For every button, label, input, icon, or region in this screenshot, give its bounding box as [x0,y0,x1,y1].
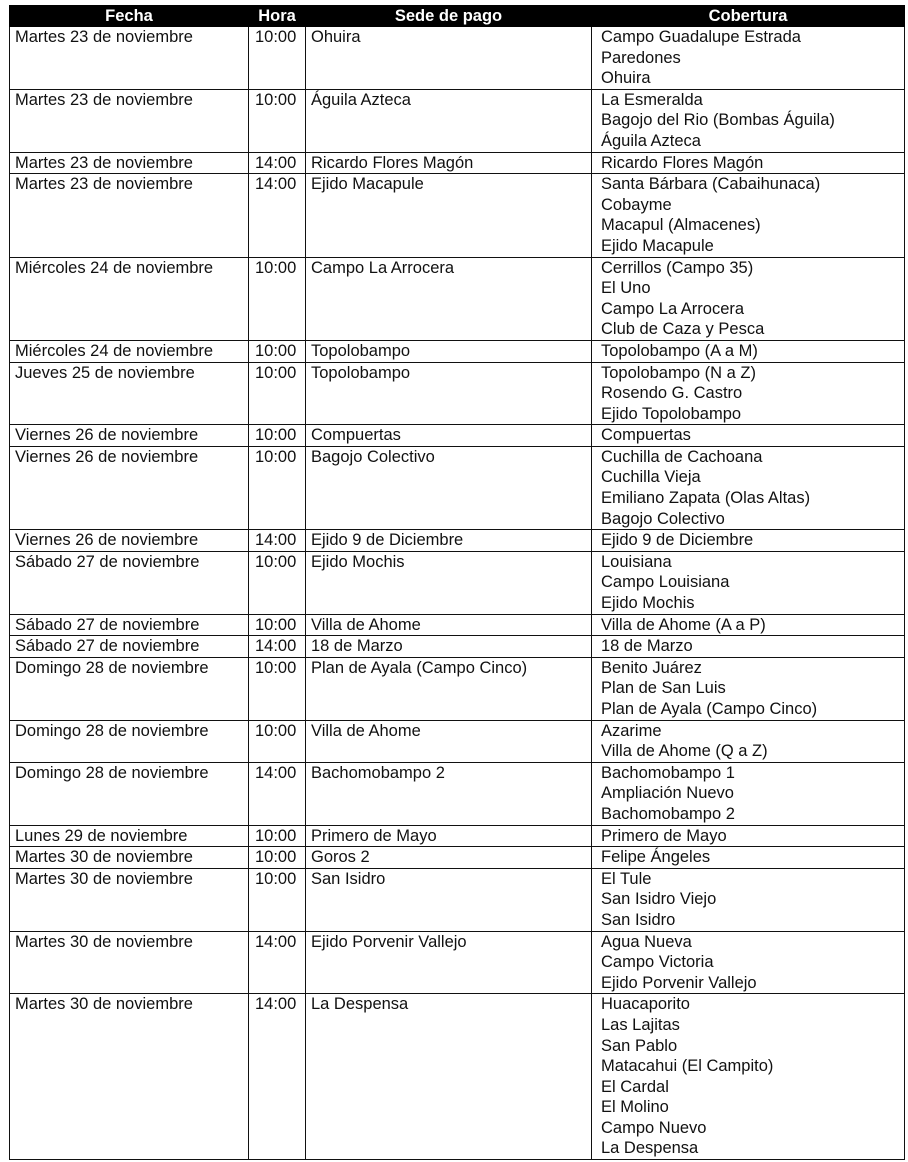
cell-fecha: Martes 23 de noviembre [10,152,249,174]
cell-cobertura [592,825,905,847]
coverage-item: Primero de Mayo [601,826,727,845]
cell-cobertura [592,257,905,340]
table-row [10,257,905,340]
coverage-item: Campo Guadalupe Estrada [601,28,801,46]
coverage-item: Louisiana [601,552,672,571]
cell-sede: Plan de Ayala (Campo Cinco) [306,657,592,720]
coverage-item: Bachomobampo 2 [601,804,735,823]
cell-fecha: Martes 30 de noviembre [10,868,249,931]
cell-cobertura [592,89,905,152]
coverage-item: Plan de San Luis [601,679,726,698]
cell-cobertura [592,720,905,762]
cell-hora: 10:00 [249,89,306,152]
table-row [10,994,905,1160]
table-row [10,931,905,994]
cell-hora: 14:00 [249,762,306,825]
coverage-item: Huacaporito [601,995,690,1014]
cell-fecha: Martes 23 de noviembre [10,27,249,90]
coverage-item: Águila Azteca [601,131,701,150]
table-row [10,825,905,847]
coverage-item: Felipe Ángeles [601,848,711,867]
header-row [10,6,905,27]
table-row [10,362,905,425]
cell-cobertura [592,657,905,720]
cell-sede: La Despensa [306,994,592,1160]
cell-fecha: Martes 30 de noviembre [10,847,249,869]
cell-fecha: Domingo 28 de noviembre [10,762,249,825]
header-sede: Sede de pago [306,6,592,27]
cell-hora: 14:00 [249,636,306,658]
table-row [10,425,905,447]
coverage-item: 18 de Marzo [601,637,693,656]
cell-cobertura [592,530,905,552]
coverage-item: Bagojo del Rio (Bombas Águila) [601,111,835,130]
table-row [10,868,905,931]
coverage-item: Santa Bárbara (Cabaihunaca) [601,175,821,194]
coverage-item: Cerrillos (Campo 35) [601,258,754,277]
cell-cobertura [592,847,905,869]
coverage-item: Compuertas [601,426,691,445]
coverage-item: Ricardo Flores Magón [601,153,764,172]
table-row [10,340,905,362]
coverage-item: Azarime [601,721,662,740]
cell-cobertura [592,340,905,362]
coverage-item: Bagojo Colectivo [601,509,725,528]
coverage-item: Matacahui (El Campito) [601,1057,774,1076]
cell-hora: 14:00 [249,174,306,257]
cell-sede: Campo La Arrocera [306,257,592,340]
cell-hora: 14:00 [249,152,306,174]
cell-sede: Topolobampo [306,362,592,425]
cell-cobertura [592,762,905,825]
cell-sede: Goros 2 [306,847,592,869]
table-row [10,847,905,869]
cell-sede: Villa de Ahome [306,614,592,636]
cell-fecha: Martes 30 de noviembre [10,931,249,994]
cell-hora: 14:00 [249,530,306,552]
cell-hora: 14:00 [249,994,306,1160]
coverage-item: Campo Victoria [601,953,714,972]
cell-cobertura [592,636,905,658]
coverage-item: Ejido Macapule [601,236,714,255]
coverage-item: Campo Louisiana [601,573,730,592]
coverage-item: El Cardal [601,1077,669,1096]
cell-sede: Bagojo Colectivo [306,446,592,529]
table-row [10,27,905,90]
cell-fecha: Martes 23 de noviembre [10,174,249,257]
cell-cobertura [592,614,905,636]
cell-sede: Ejido Mochis [306,551,592,614]
coverage-item: Ejido Porvenir Vallejo [601,973,757,992]
table-row [10,636,905,658]
cell-hora: 10:00 [249,868,306,931]
coverage-item: Ampliación Nuevo [601,784,734,803]
cell-fecha: Viernes 26 de noviembre [10,446,249,529]
cell-fecha: Jueves 25 de noviembre [10,362,249,425]
cell-cobertura [592,362,905,425]
cell-fecha: Viernes 26 de noviembre [10,530,249,552]
cell-hora: 14:00 [249,931,306,994]
coverage-item: La Esmeralda [601,90,703,109]
cell-sede: Villa de Ahome [306,720,592,762]
cell-hora: 10:00 [249,27,306,90]
cell-fecha: Martes 23 de noviembre [10,89,249,152]
cell-cobertura [592,152,905,174]
cell-sede: Primero de Mayo [306,825,592,847]
cell-fecha: Sábado 27 de noviembre [10,614,249,636]
cell-cobertura [592,446,905,529]
coverage-item: San Isidro [601,910,676,929]
cell-hora: 10:00 [249,847,306,869]
cell-fecha: Lunes 29 de noviembre [10,825,249,847]
cell-sede: Ohuira [306,27,592,90]
coverage-item: La Despensa [601,1139,699,1158]
cell-cobertura [592,174,905,257]
coverage-item: San Isidro Viejo [601,890,717,909]
cell-sede: Ejido 9 de Diciembre [306,530,592,552]
table-row [10,89,905,152]
table-row [10,152,905,174]
coverage-item: Villa de Ahome (A a P) [601,615,766,634]
cell-hora: 10:00 [249,551,306,614]
table-row [10,720,905,762]
coverage-item: Ohuira [601,69,651,88]
table-row [10,446,905,529]
cell-fecha: Martes 30 de noviembre [10,994,249,1160]
cell-sede: Ejido Macapule [306,174,592,257]
coverage-item: Topolobampo (A a M) [601,341,758,360]
coverage-item: Campo Nuevo [601,1118,707,1137]
cell-sede: Compuertas [306,425,592,447]
coverage-item: Las Lajitas [601,1015,680,1034]
cell-hora: 10:00 [249,720,306,762]
cell-hora: 10:00 [249,362,306,425]
coverage-item: Ejido Mochis [601,594,695,613]
header-fecha: Fecha [10,6,249,27]
coverage-item: Topolobampo (N a Z) [601,363,756,382]
coverage-item: Club de Caza y Pesca [601,320,765,339]
cell-fecha: Sábado 27 de noviembre [10,636,249,658]
cell-sede: Ricardo Flores Magón [306,152,592,174]
cell-cobertura [592,425,905,447]
coverage-item: Cuchilla Vieja [601,468,701,487]
cell-hora: 10:00 [249,257,306,340]
coverage-item: Villa de Ahome (Q a Z) [601,742,768,761]
cell-hora: 10:00 [249,340,306,362]
cell-sede: San Isidro [306,868,592,931]
cell-cobertura [592,551,905,614]
table-row [10,530,905,552]
cell-hora: 10:00 [249,825,306,847]
coverage-item: Emiliano Zapata (Olas Altas) [601,489,811,508]
coverage-item: Rosendo G. Castro [601,384,743,403]
cell-sede: Águila Azteca [306,89,592,152]
payment-schedule-table [9,5,905,1160]
cell-hora: 10:00 [249,425,306,447]
coverage-item: Campo La Arrocera [601,299,745,318]
cell-sede: Bachomobampo 2 [306,762,592,825]
header-hora: Hora [249,6,306,27]
coverage-item: El Molino [601,1098,669,1117]
cell-hora: 10:00 [249,614,306,636]
coverage-item: Agua Nueva [601,932,692,951]
table-row [10,174,905,257]
cell-hora: 10:00 [249,446,306,529]
cell-fecha: Miércoles 24 de noviembre [10,340,249,362]
table-row [10,657,905,720]
coverage-item: Paredones [601,48,681,67]
table-row [10,614,905,636]
coverage-item: El Uno [601,279,651,298]
cell-sede: Topolobampo [306,340,592,362]
coverage-item: Ejido 9 de Diciembre [601,531,754,550]
coverage-item: Benito Juárez [601,658,702,677]
coverage-item: El Tule [601,869,652,888]
cell-fecha: Viernes 26 de noviembre [10,425,249,447]
coverage-item: Cobayme [601,195,672,214]
coverage-item: Cuchilla de Cachoana [601,447,763,466]
coverage-item: Bachomobampo 1 [601,763,735,782]
coverage-item: Plan de Ayala (Campo Cinco) [601,700,818,718]
header-cobertura: Cobertura [592,6,905,27]
cell-hora: 10:00 [249,657,306,720]
cell-fecha: Miércoles 24 de noviembre [10,257,249,340]
table-row [10,551,905,614]
coverage-item: Macapul (Almacenes) [601,216,761,235]
cell-cobertura [592,931,905,994]
table-body [10,27,905,1160]
cell-cobertura [592,868,905,931]
cell-fecha: Domingo 28 de noviembre [10,657,249,720]
cell-fecha: Domingo 28 de noviembre [10,720,249,762]
table-header [10,6,905,27]
cell-sede: Ejido Porvenir Vallejo [306,931,592,994]
cell-cobertura [592,994,905,1160]
cell-fecha: Sábado 27 de noviembre [10,551,249,614]
cell-cobertura [592,27,905,90]
coverage-item: San Pablo [601,1036,678,1055]
cell-sede: 18 de Marzo [306,636,592,658]
coverage-item: Ejido Topolobampo [601,404,742,423]
table-row [10,762,905,825]
